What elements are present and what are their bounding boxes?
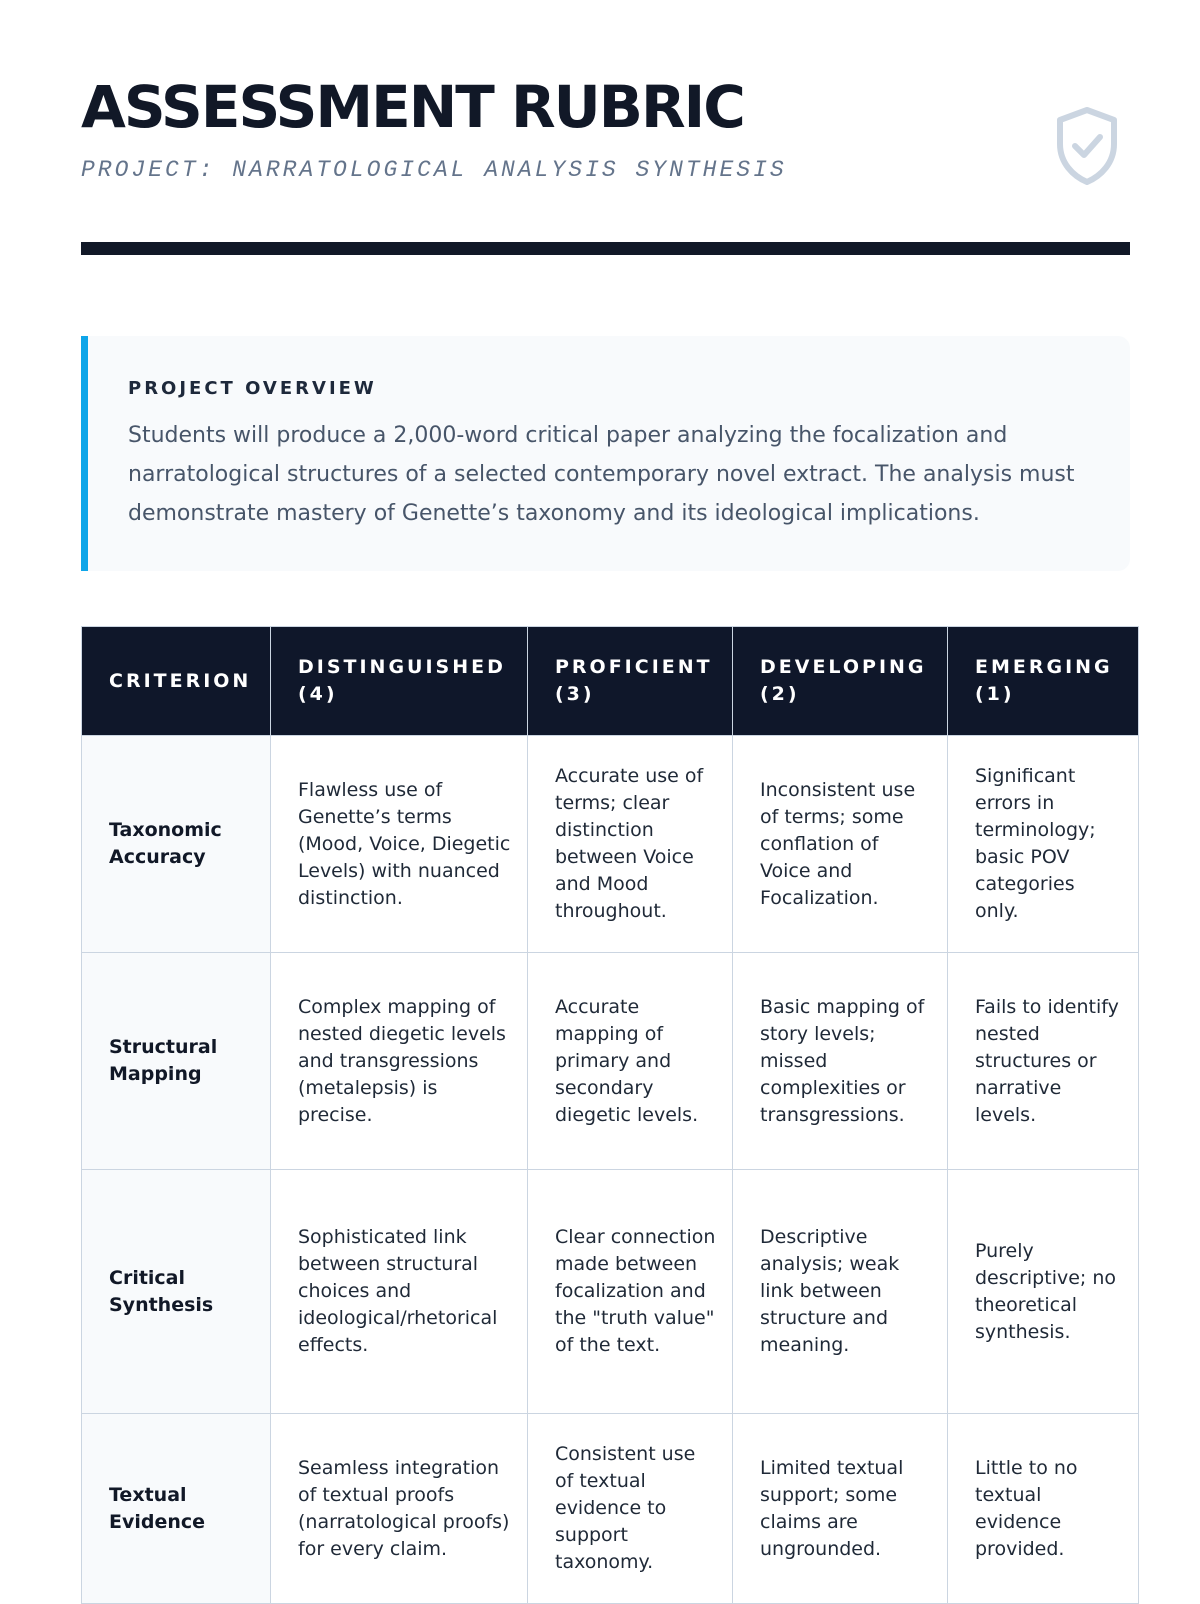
criterion-cell: Textual Evidence [82, 1414, 271, 1604]
emerging-cell: Fails to identify nested structures or narrative levels. [948, 953, 1139, 1170]
project-overview-panel [81, 336, 1130, 571]
table-row [82, 736, 1139, 953]
criterion-cell: Critical Synthesis [82, 1170, 271, 1414]
developing-cell: Basic mapping of story levels; missed complexities or transgressions. [733, 953, 948, 1170]
emerging-cell: Significant errors in terminology; basic POV categories only. [948, 736, 1139, 953]
developing-cell: Inconsistent use of terms; some conflation of Voice and Focalization. [733, 736, 948, 953]
header-divider [81, 242, 1130, 255]
table-row [82, 1414, 1139, 1604]
shield-check-icon [1054, 106, 1120, 186]
distinguished-cell: Complex mapping of nested diegetic levels and transgressions (metalepsis) is precise. [271, 953, 528, 1170]
proficient-cell: Consistent use of textual evidence to support taxonomy. [528, 1414, 733, 1604]
page-title: ASSESSMENT RUBRIC [81, 73, 744, 141]
column-header-distinguished: DISTINGUISHED (4) [271, 627, 528, 736]
page-header [81, 0, 1131, 256]
developing-cell: Limited textual support; some claims are ungrounded. [733, 1414, 948, 1604]
criterion-cell: Structural Mapping [82, 953, 271, 1170]
developing-cell: Descriptive analysis; weak link between structure and meaning. [733, 1170, 948, 1414]
overview-text: Students will produce a 2,000-word critical paper analyzing the focalization and narratological structures of a selected contemporary novel extract. The analysis must demonstrate mastery of Genette’s taxonomy and its ideological implications. [128, 423, 1075, 526]
proficient-cell: Clear connection made between focalization and the "truth value" of the text. [528, 1170, 733, 1414]
proficient-cell: Accurate mapping of primary and secondary diegetic levels. [528, 953, 733, 1170]
project-subtitle: PROJECT: NARRATOLOGICAL ANALYSIS SYNTHESIS [81, 157, 787, 183]
table-row [82, 1170, 1139, 1414]
rubric-table [81, 626, 1139, 1604]
column-header-proficient: PROFICIENT (3) [528, 627, 733, 736]
column-header-developing: DEVELOPING (2) [733, 627, 948, 736]
proficient-cell: Accurate use of terms; clear distinction between Voice and Mood throughout. [528, 736, 733, 953]
column-header-emerging: EMERGING (1) [948, 627, 1139, 736]
overview-heading: PROJECT OVERVIEW [128, 378, 377, 399]
distinguished-cell: Sophisticated link between structural choices and ideological/rhetorical effects. [271, 1170, 528, 1414]
emerging-cell: Little to no textual evidence provided. [948, 1414, 1139, 1604]
rubric-page [81, 0, 1131, 1573]
distinguished-cell: Flawless use of Genette’s terms (Mood, Voice, Diegetic Levels) with nuanced distinction. [271, 736, 528, 953]
table-row [82, 953, 1139, 1170]
column-header-criterion: CRITERION [82, 627, 271, 736]
distinguished-cell: Seamless integration of textual proofs (narratological proofs) for every claim. [271, 1414, 528, 1604]
rubric-header-row [82, 627, 1139, 736]
emerging-cell: Purely descriptive; no theoretical synthesis. [948, 1170, 1139, 1414]
criterion-cell: Taxonomic Accuracy [82, 736, 271, 953]
